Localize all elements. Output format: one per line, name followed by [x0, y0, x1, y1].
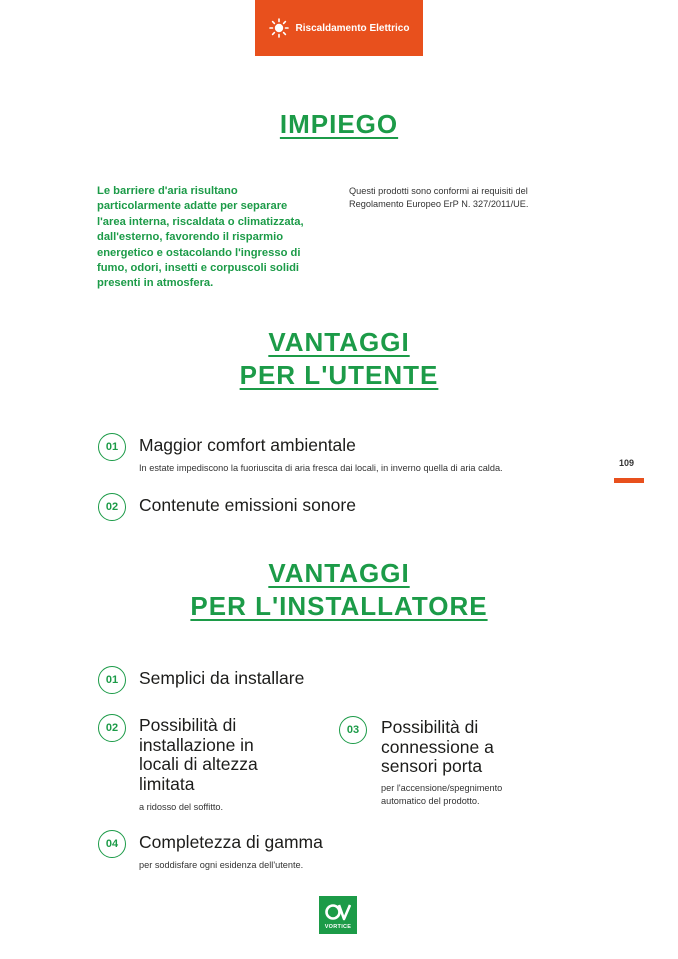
vortice-logo-icon: [325, 901, 351, 923]
conformity-note: Questi prodotti sono conformi ai requisiti del Regolamento Europeo ErP N. 327/2011/UE.: [349, 186, 529, 209]
page-marker: [614, 478, 644, 483]
benefit-heading: Possibilità di connessione a sensori porta: [381, 717, 494, 776]
benefit-heading: Possibilità di installazione in locali di altezza limitata: [139, 715, 258, 794]
impiego-description: Le barriere d'aria risultano particolarmente adatte per separare l'area interna, riscaldata o climatizzata, dall'esterno, favorendo il risparmio energetico e ostacolando l'ingresso di fumo, odori, insetti e corpuscoli solidi presenti in atmosfera.: [97, 185, 304, 290]
sun-icon: [269, 18, 289, 38]
number-badge: 02: [98, 714, 126, 742]
impiego-title: IMPIEGO: [279, 109, 399, 139]
section-tab-label: Riscaldamento Elettrico: [295, 22, 410, 34]
number-badge: 01: [98, 666, 126, 694]
benefit-description: per soddisfare ogni esidenza dell'utente.: [139, 860, 304, 870]
benefit-description: a ridosso del soffitto.: [139, 802, 224, 812]
number-badge: 01: [98, 433, 126, 461]
vortice-logo-text: VORTICE: [324, 923, 352, 930]
benefit-heading: Semplici da installare: [139, 668, 305, 688]
benefit-description: per l'accensione/spegnimento automatico del prodotto.: [381, 783, 503, 806]
section-tab: [255, 0, 423, 56]
vantaggi-installatore-title: VANTAGGI PER L'INSTALLATORE: [190, 558, 488, 621]
benefit-heading: Completezza di gamma: [139, 832, 323, 852]
benefit-description: In estate impediscono la fuoriuscita di aria fresca dai locali, in inverno quella di aria calda.: [139, 463, 503, 473]
benefit-heading: Maggior comfort ambientale: [139, 435, 356, 455]
number-badge: 04: [98, 830, 126, 858]
vantaggi-utente-title: VANTAGGI PER L'UTENTE: [239, 327, 439, 390]
page-number: 109: [619, 458, 635, 468]
number-badge: 02: [98, 493, 126, 521]
benefit-heading: Contenute emissioni sonore: [139, 495, 356, 515]
vortice-logo: [319, 896, 357, 934]
number-badge: 03: [339, 716, 367, 744]
